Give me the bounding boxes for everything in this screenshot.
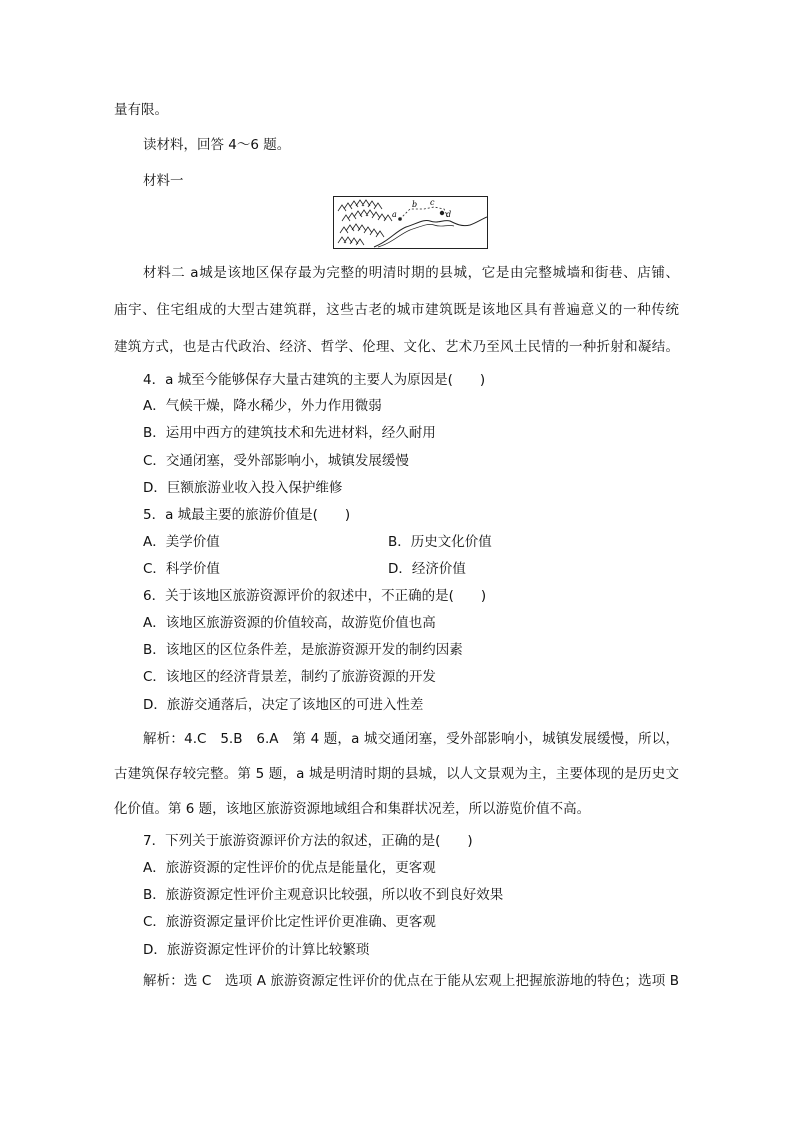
q7-option-a: A．旅游资源的定性评价的优点是能量化，更客观 <box>143 860 436 876</box>
point-a-marker <box>398 217 402 221</box>
map-label-d: d <box>446 210 452 219</box>
q7-option-b: B．旅游资源定性评价主观意识比较强，所以收不到良好效果 <box>143 887 504 903</box>
material2-line-3: 建筑方式，也是古代政治、经济、哲学、伦理、文化、艺术乃至风土民情的一种折射和凝结。 <box>114 339 679 355</box>
q4-option-d: D．巨额旅游业收入投入保护维修 <box>143 480 343 496</box>
q6-option-d: D．旅游交通落后，决定了该地区的可进入性差 <box>143 697 424 713</box>
map-label-a: a <box>392 210 397 219</box>
analysis1-line-3: 化价值。第 6 题，该地区旅游资源地域组合和集群状况差，所以游览价值不高。 <box>114 801 591 817</box>
q5-stem: 5．a 城最主要的旅游价值是( ) <box>143 507 351 523</box>
analysis2-line-1: 解析：选 C 选项 A 旅游资源定性评价的优点在于能从宏观上把握旅游地的特色；选项 B <box>143 973 679 989</box>
river-line-2 <box>378 224 454 247</box>
q5-option-b: B．历史文化价值 <box>388 534 492 550</box>
q7-stem: 7．下列关于旅游资源评价方法的叙述，正确的是( ) <box>143 833 473 849</box>
intro-text: 读材料，回答 4～6 题。 <box>143 137 291 153</box>
q6-option-b: B．该地区的区位条件差，是旅游资源开发的制约因素 <box>143 642 463 658</box>
map-label-c: c <box>430 198 435 207</box>
material2-line-2: 庙宇、住宅组成的大型古建筑群，这些古老的城市建筑既是该地区具有普遍意义的一种传统 <box>114 302 679 318</box>
analysis1-line-2: 古建筑保存较完整。第 5 题，a 城是明清时期的县城，以人文景观为主，主要体现的是历史文 <box>114 766 679 782</box>
q4-option-b: B．运用中西方的建筑技术和先进材料，经久耐用 <box>143 425 436 441</box>
material1-map <box>333 196 488 249</box>
analysis1-line-1: 解析：4.C 5.B 6.A 第 4 题，a 城交通闭塞，受外部影响小，城镇发展缓慢，所以， <box>143 731 679 747</box>
q6-option-a: A．该地区旅游资源的价值较高，故游览价值也高 <box>143 615 436 631</box>
q6-option-c: C．该地区的经济背景差，制约了旅游资源的开发 <box>143 669 436 685</box>
q5-option-c: C．科学价值 <box>143 561 220 577</box>
point-d-marker <box>440 211 444 215</box>
river-line <box>374 217 487 247</box>
q7-option-d: D．旅游资源定性评价的计算比较繁琐 <box>143 942 370 958</box>
q4-stem: 4．a 城至今能够保存大量古建筑的主要人为原因是( ) <box>143 372 486 388</box>
q4-option-a: A．气候干燥，降水稀少，外力作用微弱 <box>143 398 382 414</box>
map-label-b: b <box>412 200 418 209</box>
map-figure <box>334 197 487 248</box>
q5-option-a: A．美学价值 <box>143 534 220 550</box>
continuation-text: 量有限。 <box>114 102 168 118</box>
q5-option-d: D．经济价值 <box>388 561 466 577</box>
q7-option-c: C．旅游资源定量评价比定性评价更准确、更客观 <box>143 914 436 930</box>
q4-option-c: C．交通闭塞，受外部影响小，城镇发展缓慢 <box>143 453 409 469</box>
mountains-icon <box>338 200 392 245</box>
material2-line-1: 材料二 a城是该地区保存最为完整的明清时期的县城，它是由完整城墙和街巷、店铺、 <box>143 265 679 281</box>
material1-label: 材料一 <box>143 173 184 189</box>
q6-stem: 6．关于该地区旅游资源评价的叙述中，不正确的是( ) <box>143 588 487 604</box>
